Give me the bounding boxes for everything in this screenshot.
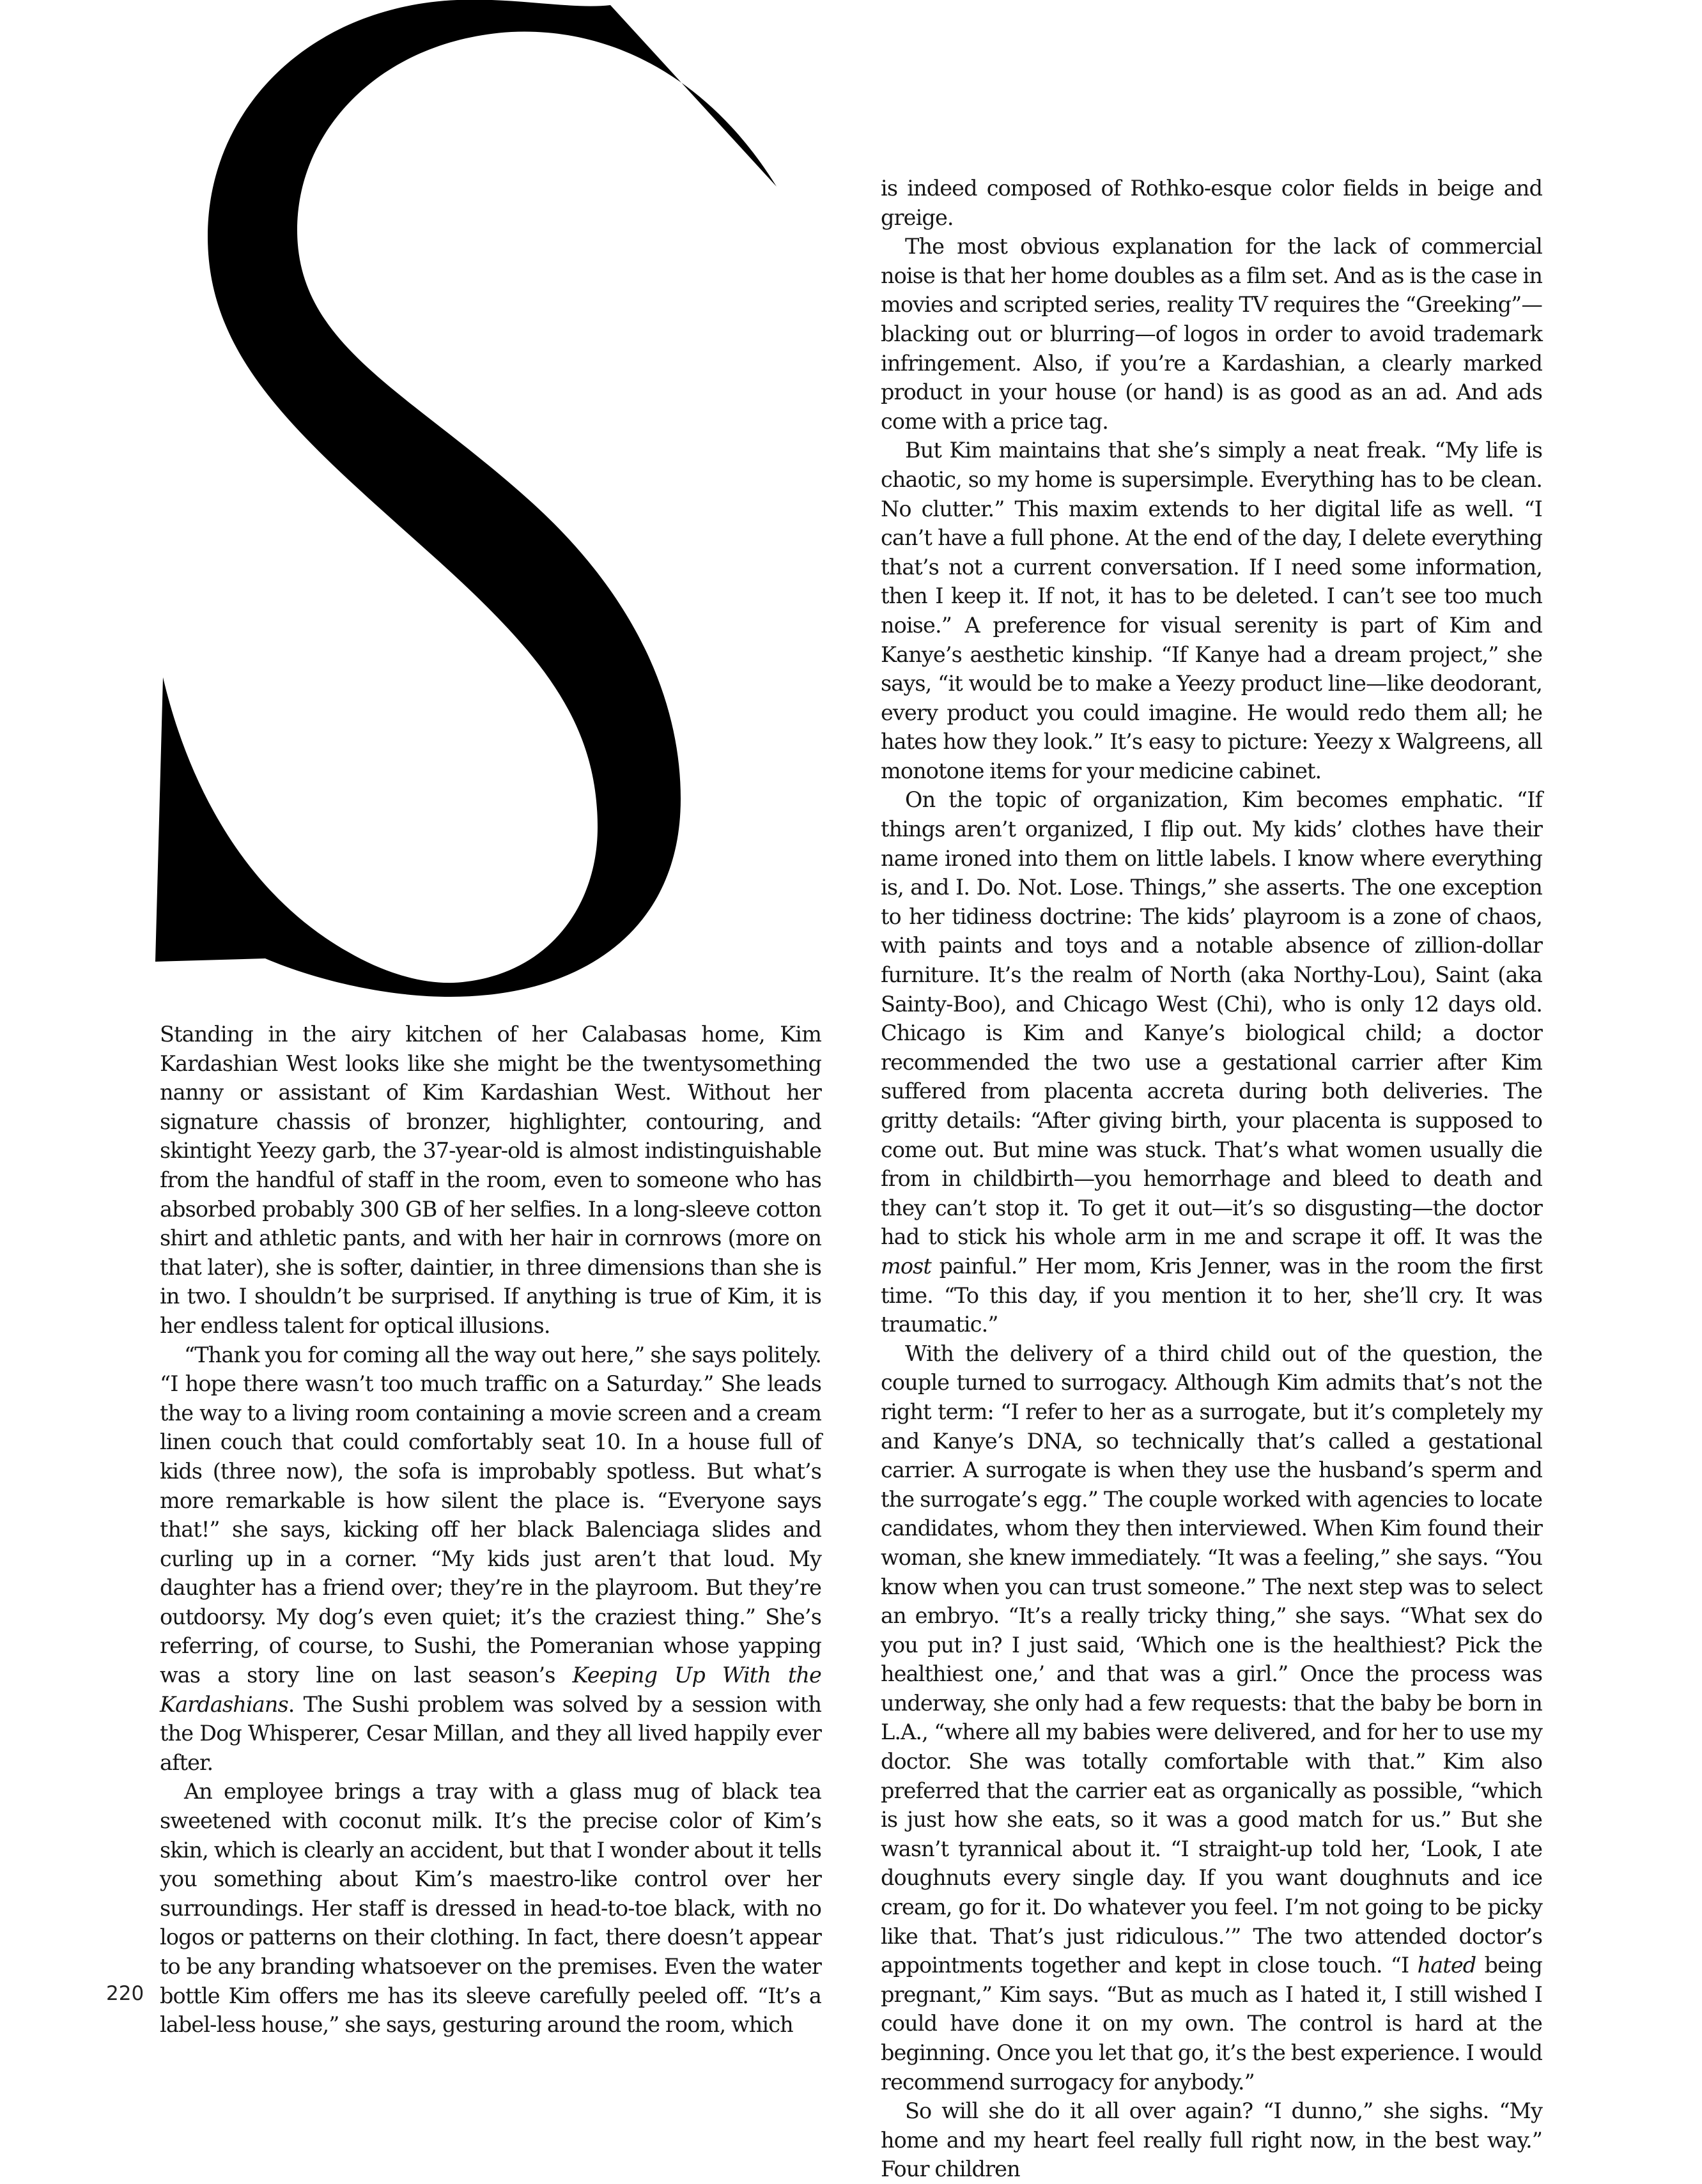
emphasis: hated: [1417, 1953, 1476, 1978]
paragraph: But Kim maintains that she’s simply a neat freak. “My life is chaotic, so my home is supersimple. Everything has to be clean. No clutter.” This maxim extends to her digital life as well. “I can’t have a full phone. At the end of the day, I delete everything that’s not a current conversation. If I need some information, then I keep it. If not, it has to be deleted. I can’t see too much noise.” A preference for visual serenity is part of Kim and Kanye’s aesthetic kinship. “If Kanye had a dream project,” she says, “it would be to make a Yeezy product line—like deodorant, every product you could imagine. He would redo them all; he hates how they look.” It’s easy to picture: Yeezy x Walgreens, all monotone items for your medicine cabinet.: [881, 438, 1542, 783]
drop-cap-s-glyph: [150, 0, 802, 1010]
paragraph: Standing in the airy kitchen of her Calabasas home, Kim Kardashian West looks like she might be the twentysomething nanny or assistant of Kim Kardashian West. Without her signature chassis of bronzer, highlighter, contouring, and skintight Yeezy garb, the 37-year-old is almost indistinguishable from the handful of staff in the room, even to someone who has absorbed probably 300 GB of her selfies. In a long-sleeve cotton shirt and athletic pants, and with her hair in cornrows (more on that later), she is softer, daintier, in three dimensions than she is in two. I shouldn’t be surprised. If anything is true of Kim, it is her endless talent for optical illusions.: [160, 1022, 821, 1338]
emphasis: most: [881, 1253, 931, 1279]
paragraph: An employee brings a tray with a glass mug of black tea sweetened with coconut milk. It’s the precise color of Kim’s skin, which is clearly an accident, but that I wonder about it tells you something about Kim’s maestro-like control over her surroundings. Her staff is dressed in head-to-toe black, with no logos or patterns on their clothing. In fact, there doesn’t appear to be any branding whatsoever on the premises. Even the water bottle Kim offers me has its sleeve carefully peeled off. “It’s a label-less house,” she says, gesturing around the room, which: [160, 1779, 821, 2038]
paragraph: [881, 1339, 1542, 2096]
drop-cap-s: [150, 0, 802, 1010]
paragraph: The most obvious explanation for the lack of commercial noise is that her home doubles as a film set. And as is the case in movies and scripted series, reality TV requires the “Greeking”—blacking out or blurring—of logos in order to avoid trademark infringement. Also, if you’re a Kardashian, a clearly marked product in your house (or hand) is as good as an ad. And ads come with a price tag.: [881, 234, 1542, 434]
paragraph: [881, 785, 1542, 1339]
paragraph: is indeed composed of Rothko-esque color fields in beige and greige.: [881, 176, 1542, 230]
page-number: 220: [106, 1982, 144, 2005]
left-text-column: [160, 1020, 821, 2040]
text-run: “Thank you for coming all the way out here,” she says politely. “I hope there wasn’t too much traffic on a Saturday.” She leads the way to a living room containing a movie screen and a cream linen couch that could comfortably seat 10. In a house full of kids (three now), the sofa is improbably spotless. But what’s more remarkable is how silent the place is. “Everyone says that!” she says, kicking off her black Balenciaga slides and curling up in a corner. “My kids just aren’t that loud. My daughter has a friend over; they’re in the playroom. But they’re outdoorsy. My dog’s even quiet; it’s the craziest thing.” She’s referring, of course, to Sushi, the Pomeranian whose yapping was a story line on last season’s: [160, 1342, 821, 1688]
text-run: painful.” Her mom, Kris Jenner, was in the room the first time. “To this day, if you mention it to her, she’ll cry. It was traumatic.”: [881, 1253, 1542, 1337]
paragraph: [160, 1341, 821, 1778]
text-run: . The Sushi problem was solved by a session with the Dog Whisperer, Cesar Millan, and they all lived happily ever after.: [160, 1691, 821, 1775]
paragraph: So will she do it all over again? “I dunno,” she sighs. “My home and my heart feel really full right now, in the best way.” Four children: [881, 2098, 1542, 2182]
text-run: On the topic of organization, Kim becomes emphatic. “If things aren’t organized, I flip out. My kids’ clothes have their name ironed into them on little labels. I know where everything is, and I. Do. Not. Lose. Things,” she asserts. The one exception to her tidiness doctrine: The kids’ playroom is a zone of chaos, with paints and toys and a notable absence of zillion-dollar furniture. It’s the realm of North (aka Northy-Lou), Saint (aka Sainty-Boo), and Chicago West (Chi), who is only 12 days old. Chicago is Kim and Kanye’s biological child; a doctor recommended the two use a gestational carrier after Kim suffered from placenta accreta during both deliveries. The gritty details: “After giving birth, your placenta is supposed to come out. But mine was stuck. That’s what women usually die from in childbirth—you hemorrhage and bleed to death and they can’t stop it. To get it out—it’s so disgusting—the doctor had to stick his whole arm in me and scrape it off. It was the: [881, 787, 1542, 1250]
text-run: being pregnant,” Kim says. “But as much as I hated it, I still wished I could have done it on my own. The control is hard at the beginning. Once you let that go, it’s the best experience. I would recommend surrogacy for anybody.”: [881, 1953, 1542, 2095]
drop-cap-s-path: [155, 0, 777, 997]
show-title: Keeping Up With the Kardashians: [160, 1663, 821, 1717]
text-run: With the delivery of a third child out of the question, the couple turned to surrogacy. Although Kim admits that’s not the right term: “I refer to her as a surrogate, but it’s completely my and Kanye’s DNA, so technically that’s called a gestational carrier. A surrogate is when they use the husband’s sperm and the surrogate’s egg.” The couple worked with agencies to locate candidates, whom they then interviewed. When Kim found their woman, she knew immediately. “It was a feeling,” she says. “You know when you can trust someone.” The next step was to select an embryo. “It’s a really tricky thing,” she says. “What sex do you put in? I just said, ‘Which one is the healthiest? Pick the healthiest one,’ and that was a girl.” Once the process was underway, she only had a few requests: that the baby be born in L.A., “where all my babies were delivered, and for her to use my doctor. She was totally comfortable with that.” Kim also preferred that the carrier eat as organically as possible, “which is just how she eats, so it was a good match for us.” But she wasn’t tyrannical about it. “I straight-up told her, ‘Look, I ate doughnuts every single day. If you want doughnuts and ice cream, go for it. Do whatever you feel. I’m not going to be picky like that. That’s just ridiculous.’” The two attended doctor’s appointments together and kept in close touch. “I: [881, 1341, 1542, 1978]
right-text-column: [881, 174, 1542, 2184]
